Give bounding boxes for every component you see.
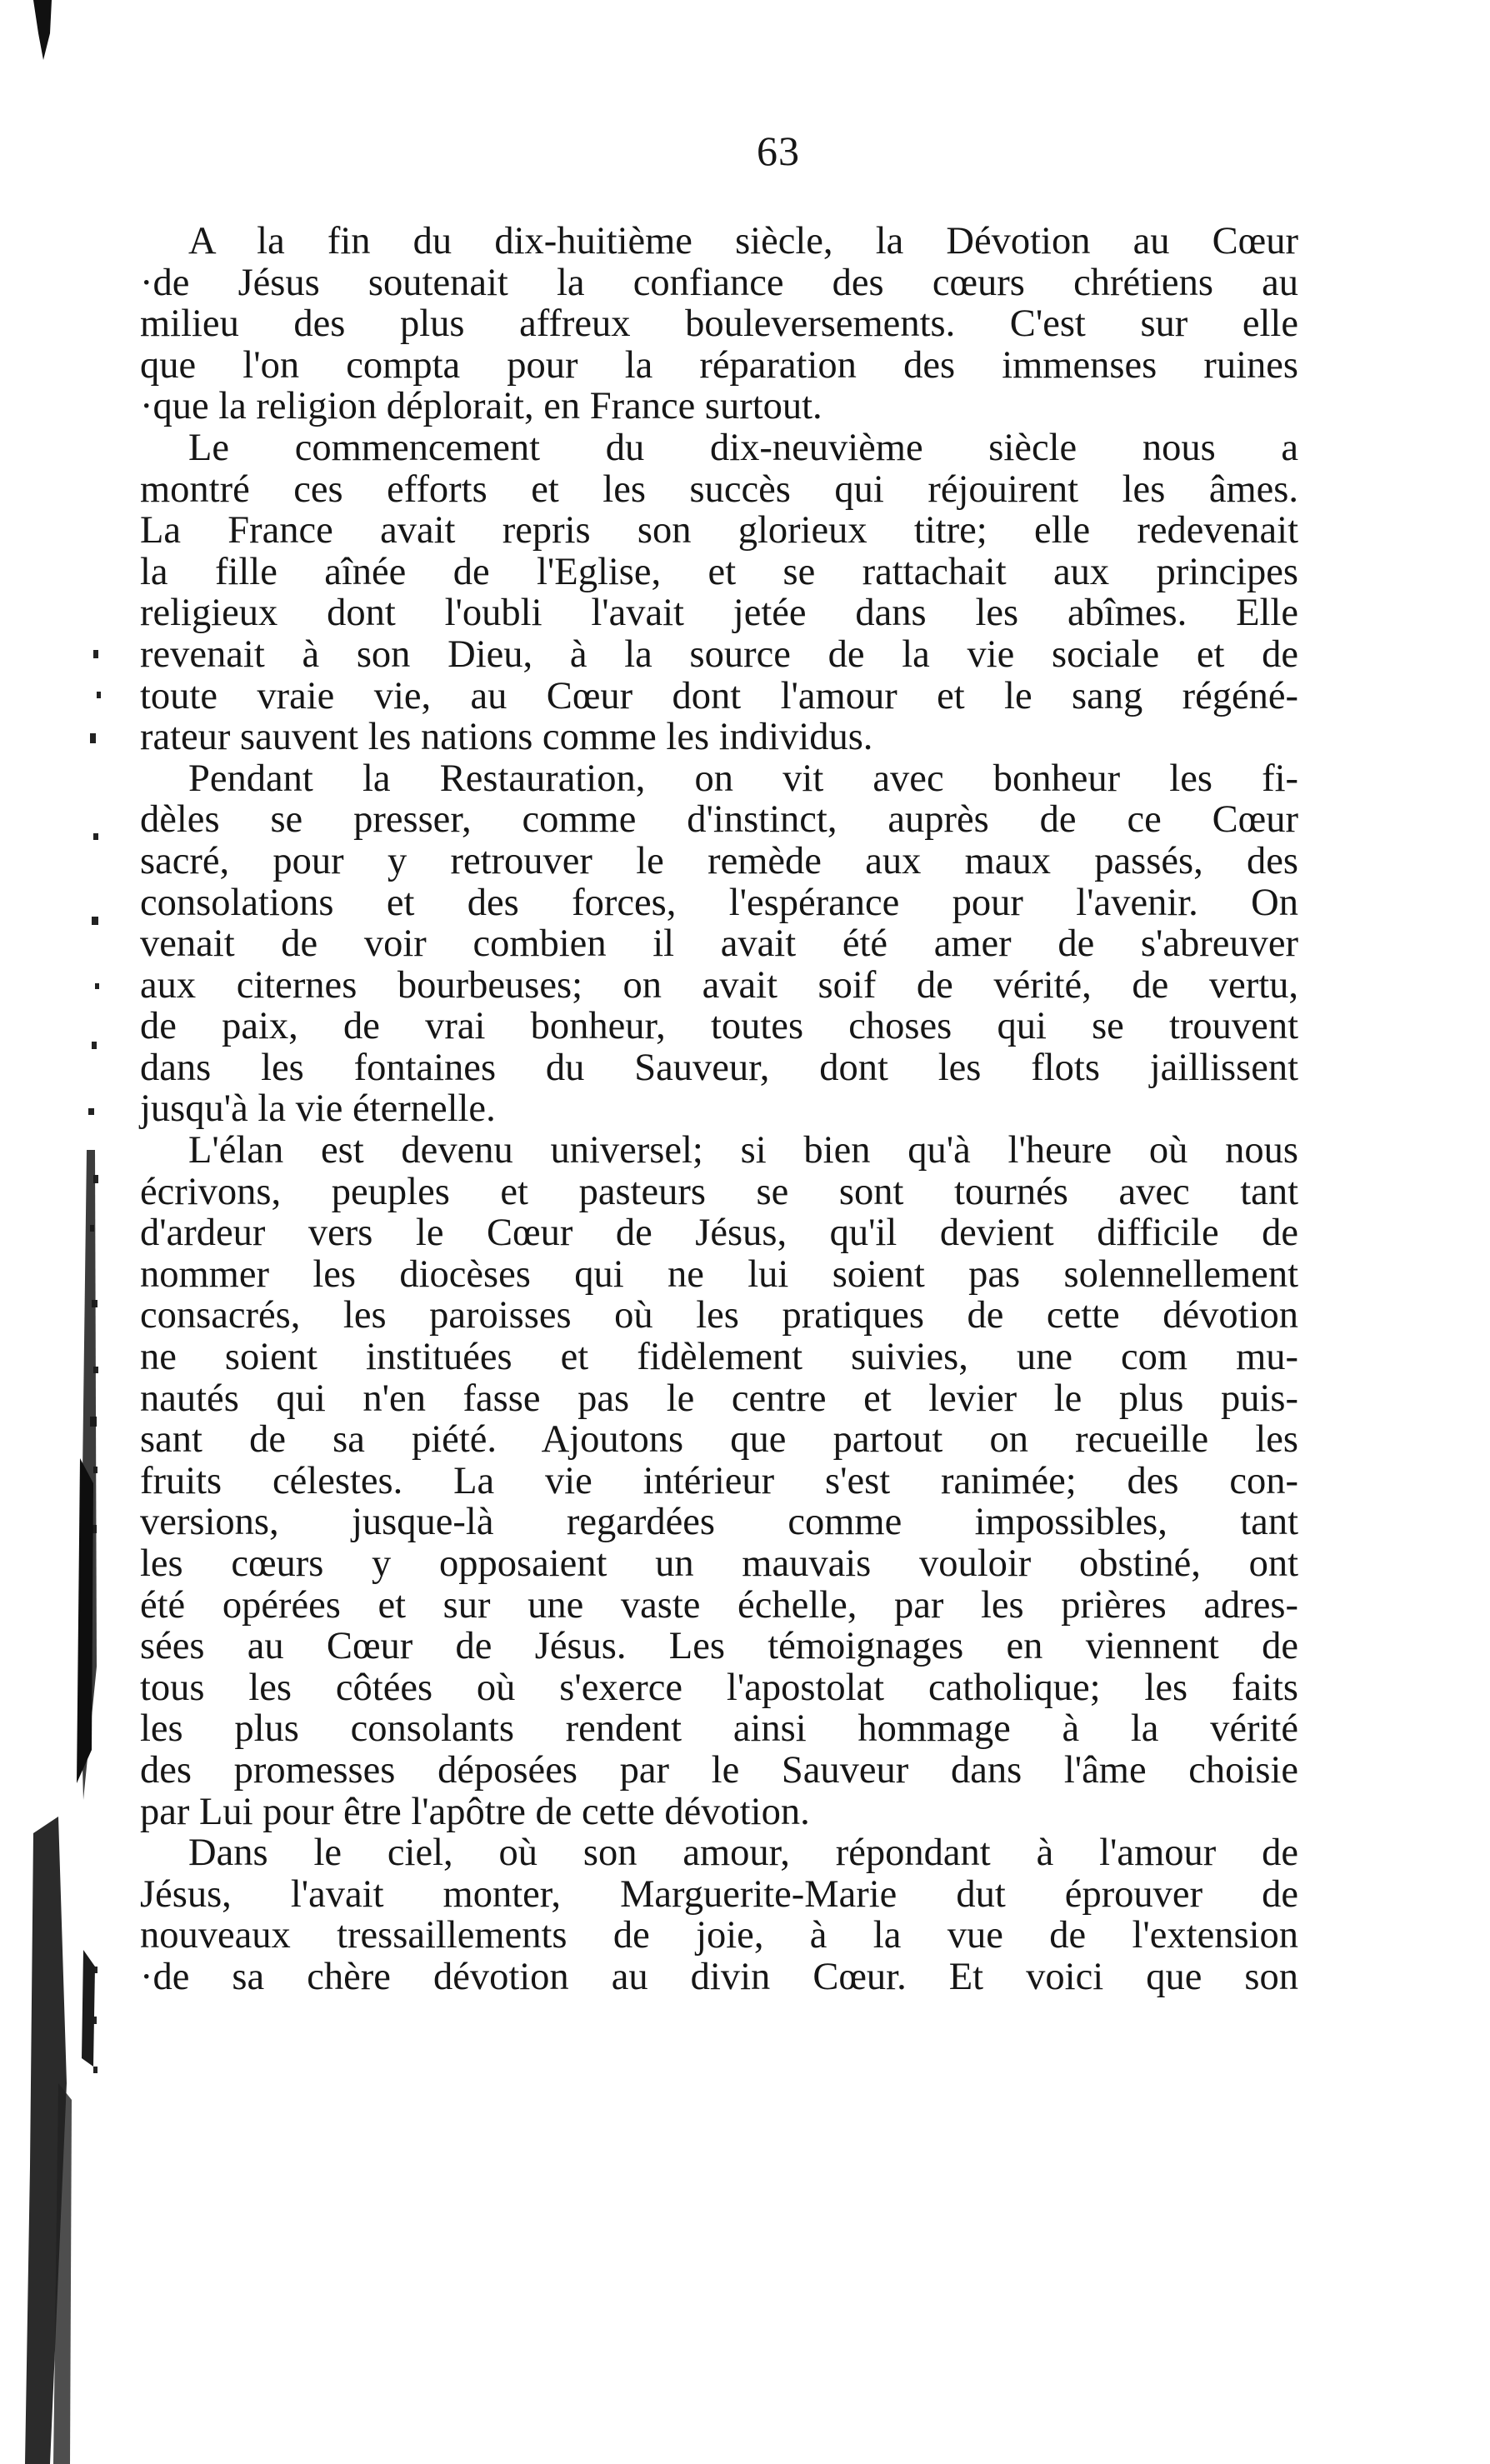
text-line: d'ardeur vers le Cœur de Jésus, qu'il devient difficile de bbox=[140, 1212, 1298, 1255]
paragraph bbox=[140, 221, 1298, 427]
text-line: tous les côtées où s'exerce l'apostolat catholique; les faits bbox=[140, 1666, 1298, 1709]
text-line: consolations et des forces, l'espérance pour l'avenir. On bbox=[140, 881, 1298, 924]
binding-edge bbox=[0, 0, 117, 2464]
text-line: les plus consolants rendent ainsi hommage à la vérité bbox=[140, 1707, 1298, 1751]
text-line: des promesses déposées par le Sauveur dans l'âme choisie bbox=[140, 1748, 1298, 1792]
text-line: sacré, pour y retrouver le remède aux maux passés, des bbox=[140, 839, 1298, 882]
text-line: rateur sauvent les nations comme les individus. bbox=[140, 716, 873, 759]
text-line: que l'on compta pour la réparation des immenses ruines bbox=[140, 343, 1298, 387]
text-line: ·de Jésus soutenait la confiance des cœurs chrétiens au bbox=[140, 261, 1298, 304]
text-line: montré ces efforts et les succès qui réjouirent les âmes. bbox=[140, 467, 1298, 511]
text-line: sant de sa piété. Ajoutons que partout on recueille les bbox=[140, 1418, 1298, 1462]
text-line: venait de voir combien il avait été amer de s'abreuver bbox=[140, 922, 1298, 966]
page-number: 63 bbox=[757, 127, 800, 174]
text-line: Dans le ciel, où son amour, répondant à l'amour de bbox=[188, 1832, 1298, 1875]
text-line: dèles se presser, comme d'instinct, auprès de ce Cœur bbox=[140, 798, 1298, 842]
text-line: de paix, de vrai bonheur, toutes choses qui se trouvent bbox=[140, 1005, 1298, 1048]
paragraph bbox=[140, 1130, 1298, 1832]
text-line: versions, jusque-là regardées comme impossibles, tant bbox=[140, 1501, 1298, 1544]
text-line: dans les fontaines du Sauveur, dont les flots jaillissent bbox=[140, 1046, 1298, 1089]
body-text bbox=[140, 221, 1298, 1998]
text-line: La France avait repris son glorieux titre; elle redevenait bbox=[140, 509, 1298, 552]
text-line: ·que la religion déplorait, en France surtout. bbox=[140, 385, 822, 428]
paragraph bbox=[140, 427, 1298, 758]
text-line: Jésus, l'avait monter, Marguerite-Marie dut éprouver de bbox=[140, 1872, 1298, 1916]
text-line: revenait à son Dieu, à la source de la vie sociale et de bbox=[140, 632, 1298, 676]
text-line: nautés qui n'en fasse pas le centre et levier le plus puis- bbox=[140, 1377, 1298, 1420]
text-line: toute vraie vie, au Cœur dont l'amour et le sang régéné- bbox=[140, 674, 1298, 717]
text-line: nommer les diocèses qui ne lui soient pas solennellement bbox=[140, 1252, 1298, 1296]
text-line: jusqu'à la vie éternelle. bbox=[140, 1087, 496, 1131]
paragraph bbox=[140, 758, 1298, 1130]
text-line: L'élan est devenu universel; si bien qu'à l'heure où nous bbox=[188, 1129, 1298, 1172]
text-line: A la fin du dix-huitième siècle, la Dévotion au Cœur bbox=[188, 220, 1298, 262]
text-line: aux citernes bourbeuses; on avait soif de vérité, de vertu, bbox=[140, 963, 1298, 1007]
text-line: nouveaux tressaillements de joie, à la vue de l'extension bbox=[140, 1914, 1298, 1957]
text-line: Le commencement du dix-neuvième siècle nous a bbox=[188, 426, 1298, 469]
text-line: milieu des plus affreux bouleversements. C'est sur elle bbox=[140, 302, 1298, 346]
text-line: ne soient instituées et fidèlement suivies, une com mu- bbox=[140, 1336, 1298, 1379]
text-line: fruits célestes. La vie intérieur s'est ranimée; des con- bbox=[140, 1459, 1298, 1502]
text-line: Pendant la Restauration, on vit avec bonheur les fi- bbox=[188, 757, 1298, 800]
text-line: la fille aînée de l'Eglise, et se rattachait aux principes bbox=[140, 550, 1298, 593]
text-line: écrivons, peuples et pasteurs se sont tournés avec tant bbox=[140, 1170, 1298, 1213]
text-line: par Lui pour être l'apôtre de cette dévotion. bbox=[140, 1790, 810, 1833]
paragraph bbox=[140, 1832, 1298, 1997]
text-line: consacrés, les paroisses où les pratiques de cette dévotion bbox=[140, 1294, 1298, 1337]
text-line: sées au Cœur de Jésus. Les témoignages en viennent de bbox=[140, 1625, 1298, 1668]
text-line: les cœurs y opposaient un mauvais vouloir obstiné, ont bbox=[140, 1542, 1298, 1585]
text-line: ·de sa chère dévotion au divin Cœur. Et voici que son bbox=[140, 1955, 1298, 1998]
text-line: été opérées et sur une vaste échelle, par les prières adres- bbox=[140, 1583, 1298, 1627]
text-line: religieux dont l'oubli l'avait jetée dans les abîmes. Elle bbox=[140, 592, 1298, 635]
